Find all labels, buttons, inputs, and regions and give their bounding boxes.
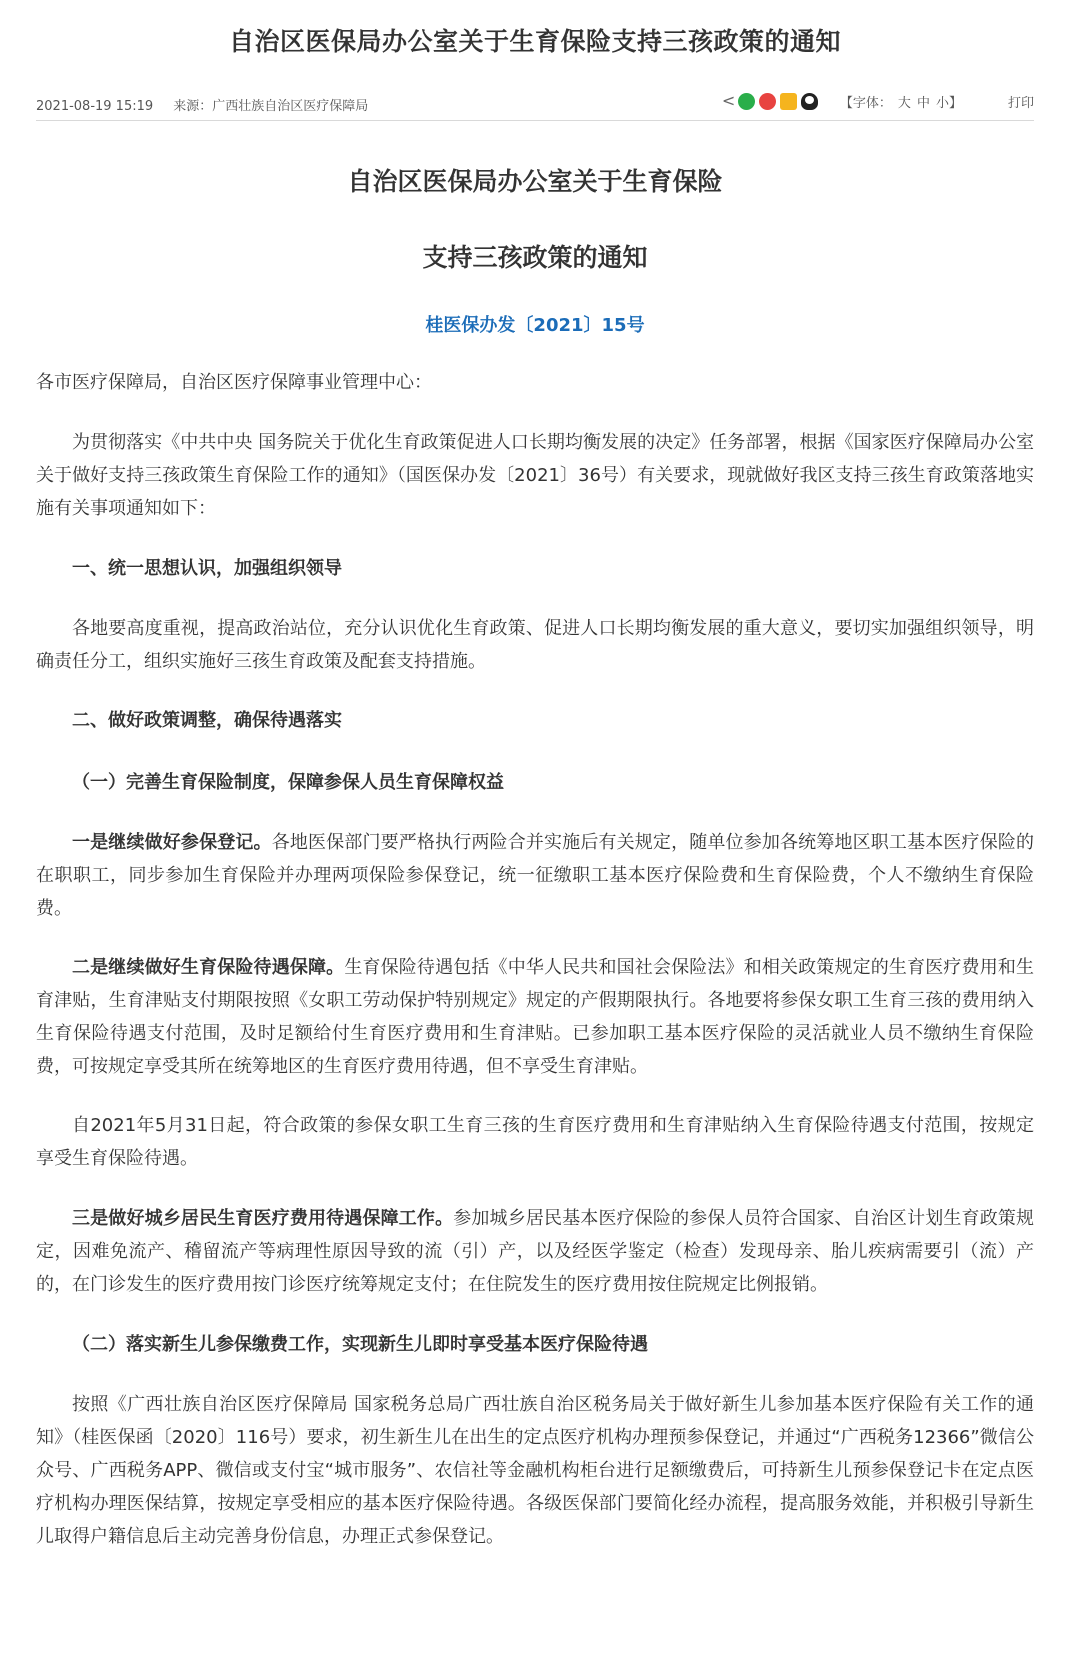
document-title-line-2: 支持三孩政策的通知: [422, 243, 648, 272]
section-1-paragraph: 各地要高度重视，提高政治站位，充分认识优化生育政策、促进人口长期均衡发展的重大意义，要切实加强组织领导，明确责任分工，组织实施好三孩生育政策及配套支持措施。: [36, 618, 1034, 672]
paragraph-residents-lead: 三是做好城乡居民生育医疗费用待遇保障工作。: [72, 1208, 454, 1229]
paragraph-enrollment-text: 各地医保部门要严格执行两险合并实施后有关规定，随单位参加各统筹地区职工基本医疗保险的在职职工，同步参加生育保险并办理两项保险参保登记，统一征缴职工基本医疗保险费和生育保险费，个人不缴纳生育保险费。: [36, 832, 1035, 919]
section-2-heading: 二、做好政策调整，确保待遇落实: [72, 710, 342, 731]
paragraph-newborn: 按照《广西壮族自治区医疗保障局 国家税务总局广西壮族自治区税务局关于做好新生儿参加基本医疗保险有关工作的通知》（桂医保函〔2020〕116号）要求，初生新生儿在出生的定点医疗机构办理预参保登记，并通过“广西税务12366”微信公众号、广西税务APP、微信或支付宝“城市服务”、农信社等金融机构柜台进行足额缴费后，可持新生儿预参保登记卡在定点医疗机构办理医保结算，按规定享受相应的基本医疗保险待遇。各级医保部门要简化经办流程，提高服务效能，并积极引导新生儿取得户籍信息后主动完善身份信息，办理正式参保登记。: [36, 1394, 1034, 1547]
article-meta-bar: [36, 90, 1034, 121]
font-size-large-button[interactable]: 大: [897, 96, 911, 111]
section-1-heading: 一、统一思想认识，加强组织领导: [72, 558, 342, 579]
qq-icon[interactable]: [801, 93, 818, 110]
document-title-line-1: 自治区医保局办公室关于生育保险: [347, 167, 723, 196]
article-title: 自治区医保局办公室关于生育保险支持三孩政策的通知: [228, 27, 841, 56]
intro-paragraph: 为贯彻落实《中共中央 国务院关于优化生育政策促进人口长期均衡发展的决定》任务部署，根据《国家医疗保障局办公室关于做好支持三孩政策生育保险工作的通知》（国医保办发〔2021〕36号）有关要求，现就做好我区支持三孩生育政策落地实施有关事项通知如下：: [36, 432, 1034, 519]
article-source: 来源：广西壮族自治区医疗保障局: [173, 99, 369, 114]
paragraph-effective-date: 自2021年5月31日起，符合政策的参保女职工生育三孩的生育医疗费用和生育津贴纳入生育保险待遇支付范围，按规定享受生育保险待遇。: [36, 1115, 1034, 1169]
paragraph-residents: [36, 1202, 1034, 1301]
paragraph-benefits-text: 生育保险待遇包括《中华人民共和国社会保险法》和相关政策规定的生育医疗费用和生育津贴，生育津贴支付期限按照《女职工劳动保护特别规定》规定的产假期限执行。各地要将参保女职工生育三孩的费用纳入生育保险待遇支付范围，及时足额给付生育医疗费用和生育津贴。已参加职工基本医疗保险的灵活就业人员不缴纳生育保险费，可按规定享受其所在统筹地区的生育医疗费用待遇，但不享受生育津贴。: [36, 957, 1035, 1077]
article-page: [36, 0, 1034, 1655]
subsection-2-heading: （二）落实新生儿参保缴费工作，实现新生儿即时享受基本医疗保险待遇: [72, 1334, 648, 1355]
share-icon[interactable]: [720, 93, 734, 110]
paragraph-benefits: [36, 951, 1034, 1083]
document-number: 桂医保办发〔2021〕15号: [425, 315, 645, 336]
font-size-medium-button[interactable]: 中: [916, 96, 930, 111]
font-size-label-close: 】: [948, 96, 962, 111]
font-size-small-button[interactable]: 小: [935, 96, 949, 111]
paragraph-residents-text: 参加城乡居民基本医疗保险的参保人员符合国家、自治区计划生育政策规定，因难免流产、稽留流产等病理性原因导致的流（引）产，以及经医学鉴定（检查）发现母亲、胎儿疾病需要引（流）产的，在门诊发生的医疗费用按门诊医疗统筹规定支付；在住院发生的医疗费用按住院规定比例报销。: [36, 1208, 1035, 1295]
article-meta: [36, 95, 384, 114]
print-button[interactable]: 打印: [1007, 96, 1034, 111]
publish-date: 2021-08-19 15:19: [36, 99, 154, 114]
article-tools: [716, 92, 1034, 111]
font-size-label: 【字体：: [839, 96, 892, 111]
share-bar: [716, 93, 818, 110]
font-size-control: [840, 92, 962, 111]
subsection-1-heading: （一）完善生育保险制度，保障参保人员生育保障权益: [72, 772, 504, 793]
paragraph-enrollment-lead: 一是继续做好参保登记。: [72, 832, 272, 853]
wechat-icon[interactable]: [738, 93, 755, 110]
weibo-icon[interactable]: [759, 93, 776, 110]
qzone-icon[interactable]: [780, 93, 797, 110]
paragraph-enrollment: [36, 826, 1034, 925]
addressee: 各市医疗保障局，自治区医疗保障事业管理中心：: [36, 372, 432, 393]
paragraph-benefits-lead: 二是继续做好生育保险待遇保障。: [72, 957, 345, 978]
